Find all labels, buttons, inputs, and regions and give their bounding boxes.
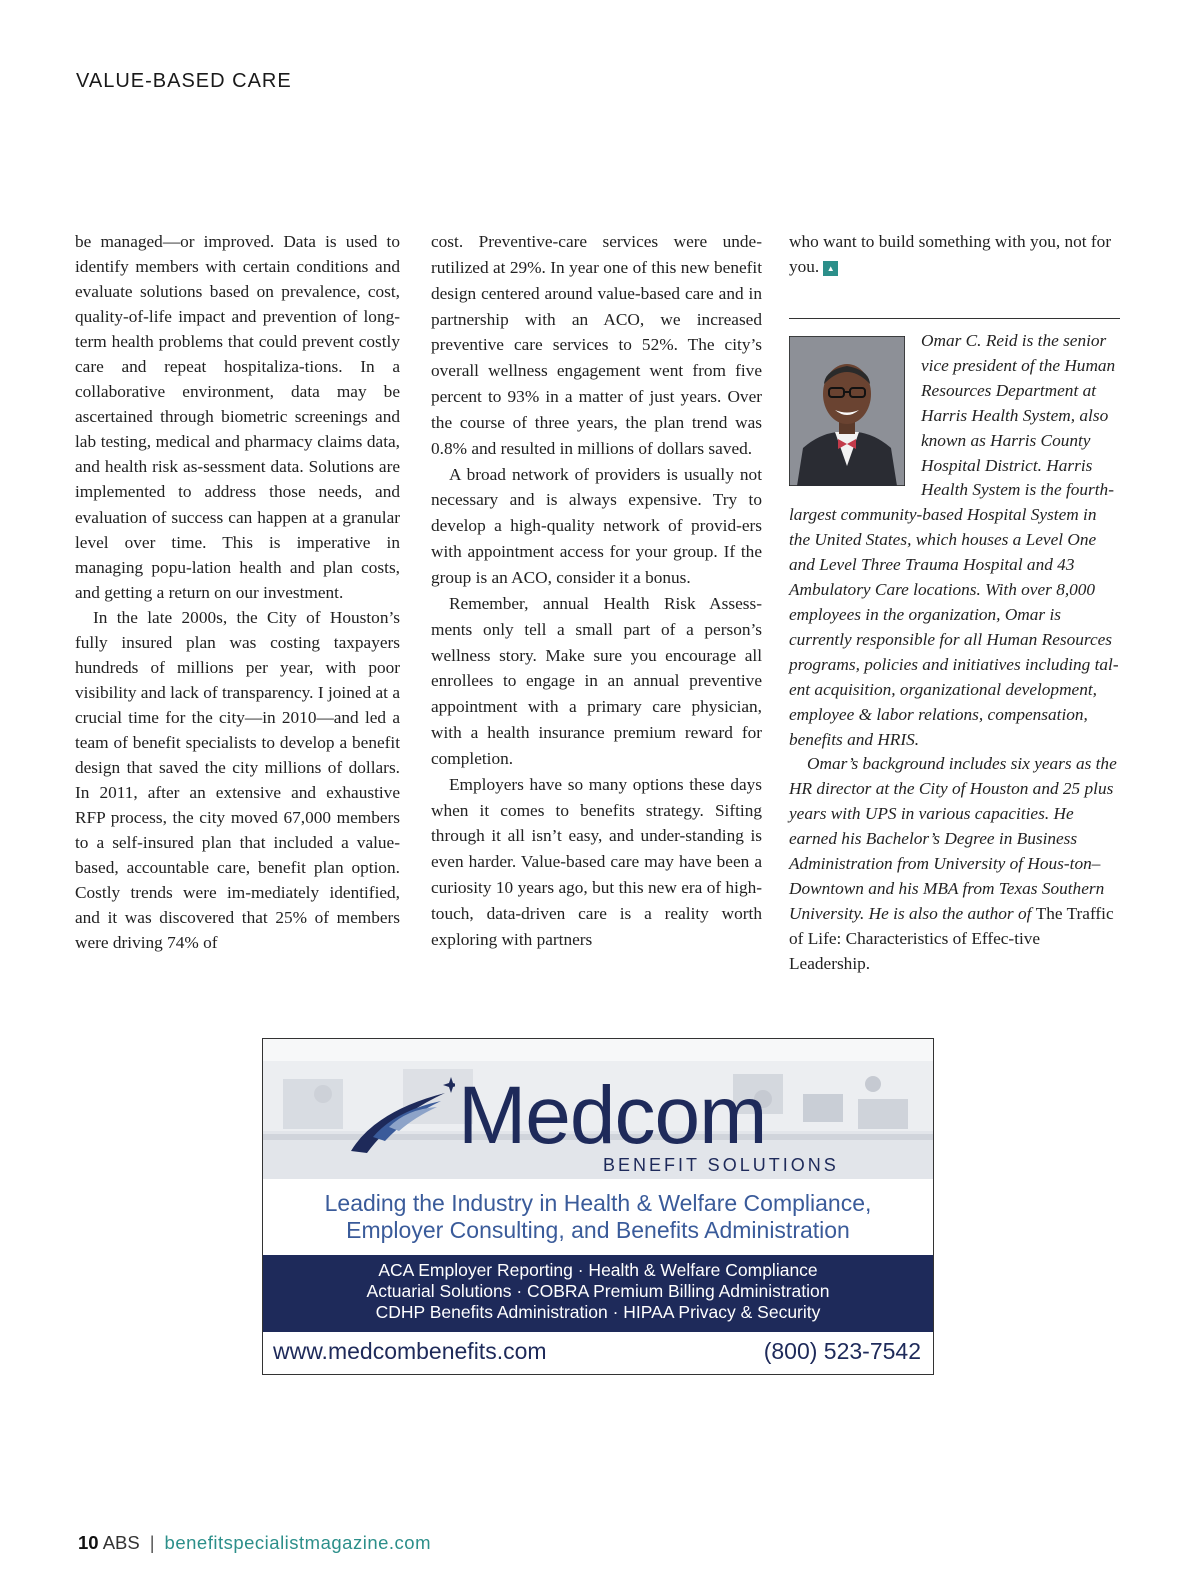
paragraph: cost. Preventive-care services were unde-rutilized at 29%. In year one of this new benefit design centered around value-based care and in partnership with an ACO, we increased preventive care services to 52%. The city’s overall wellness engagement went from five percent to 93% in a matter of just years. Over the course of three years, the plan trend was 0.8% and resulted in millions of dollars saved. xyxy=(431,232,762,458)
medcom-wordmark: Medcom xyxy=(458,1070,767,1161)
publication-name: ABS xyxy=(102,1532,140,1553)
paragraph: Employers have so many options these days when it comes to benefits strategy. Sifting through it all isn’t easy, and under-standing is even harder. Value-based care may have been a curiosity 10 years ago, but this new era of high-touch, data-driven care is a reality worth exploring with partners xyxy=(431,774,762,949)
section-heading: VALUE-BASED CARE xyxy=(76,70,292,92)
services-band xyxy=(263,1255,933,1332)
footer-website-link[interactable]: benefitspecialistmagazine.com xyxy=(164,1532,431,1553)
bio-paragraph xyxy=(789,752,1120,976)
paragraph xyxy=(789,229,1120,279)
page-footer xyxy=(78,1532,431,1554)
paragraph: Remember, annual Health Risk Assess-ments only tell a small part of a person’s wellness story. Make sure you encourage all enrollees to engage in an annual preventive appointment with a primary care physician, with a health insurance premium reward for completion. xyxy=(431,593,762,768)
medcom-advertisement[interactable] xyxy=(262,1038,934,1375)
closing-text: who want to build something with you, not for you. xyxy=(789,232,1112,277)
ad-subtitle: BENEFIT SOLUTIONS xyxy=(603,1155,839,1175)
book-title: The Traffic of Life: Characteristics of Effec-tive Leadership. xyxy=(789,903,1114,973)
footer-separator: | xyxy=(149,1532,155,1553)
medcom-swoosh-icon xyxy=(345,1071,455,1161)
ad-phone-number[interactable]: (800) 523-7542 xyxy=(763,1338,921,1364)
article-column-2 xyxy=(431,229,762,953)
services-line: Actuarial Solutions · COBRA Premium Billing Administration xyxy=(366,1281,830,1301)
bio-paragraph: Omar C. Reid is the senior vice president of the Human Resources Department at Harris Health System, also known as Harris County Hospital District. Harris Health System is the fourth-largest community-based Hospital System in the United States, which houses a Level One and Level Three Trauma Hospital and 43 Ambulatory Care locations. With over 8,000 employees in the organization, Omar is currently responsible for all Human Resources programs, policies and initiatives including tal-ent acquisition, organizational development, employee & labor relations, compensation, benefits and HRIS. xyxy=(789,331,1119,749)
article-column-1 xyxy=(75,229,400,955)
ad-website-link[interactable]: www.medcombenefits.com xyxy=(273,1338,547,1364)
author-bio xyxy=(789,329,1120,977)
ad-tagline: Leading the Industry in Health & Welfare Compliance, xyxy=(324,1190,872,1216)
page-number: 10 xyxy=(78,1532,99,1553)
paragraph: A broad network of providers is usually not necessary and is always expensive. Try to develop a high-quality network of provid-ers with appointment access for your group. If the group is an ACO, consider it a bonus. xyxy=(431,464,762,587)
end-of-article-icon: ▲ xyxy=(823,261,838,276)
services-line: ACA Employer Reporting · Health & Welfare Compliance xyxy=(378,1260,818,1280)
bio-text: Omar’s background includes six years as the HR director at the City of Houston and 25 plus years with UPS in various capacities. He earned his Bachelor’s Degree in Business Administration from University of Hous-ton–Downtown and his MBA from Texas Southern University. He is also the author of xyxy=(789,754,1117,923)
services-line: CDHP Benefits Administration · HIPAA Privacy & Security xyxy=(375,1302,821,1322)
ad-tagline: Employer Consulting, and Benefits Administration xyxy=(346,1217,850,1243)
paragraph: be managed—or improved. Data is used to identify members with certain conditions and evaluate solutions based on prevalence, cost, quality-of-life impact and prevention of long-term health problems that could prevent costly care and repeat hospitaliza-tions. In a collaborative environment, data may be ascertained through biometric screenings and lab testing, medical and pharmacy claims data, and health risk as-sessment data. Solutions are implemented to address those needs, and evaluation of success can happen at a granular level over time. This is imperative in managing popu-lation health and plan costs, and getting a return on our investment. xyxy=(75,232,400,602)
bio-divider xyxy=(789,318,1120,319)
author-headshot xyxy=(789,336,905,486)
paragraph: In the late 2000s, the City of Houston’s fully insured plan was costing taxpayers hundreds of millions per year, with poor visibility and lack of transparency. I joined at a crucial time for the city—in 2010—and led a team of benefit specialists to develop a benefit design that saved the city millions of dollars. In 2011, after an extensive and exhaustive RFP process, the city moved 67,000 members to a self-insured plan that included a value-based, accountable care, benefit plan option. Costly trends were im-mediately identified, and it was discovered that 25% of members were driving 74% of xyxy=(75,607,400,953)
article-column-3 xyxy=(789,229,1120,279)
